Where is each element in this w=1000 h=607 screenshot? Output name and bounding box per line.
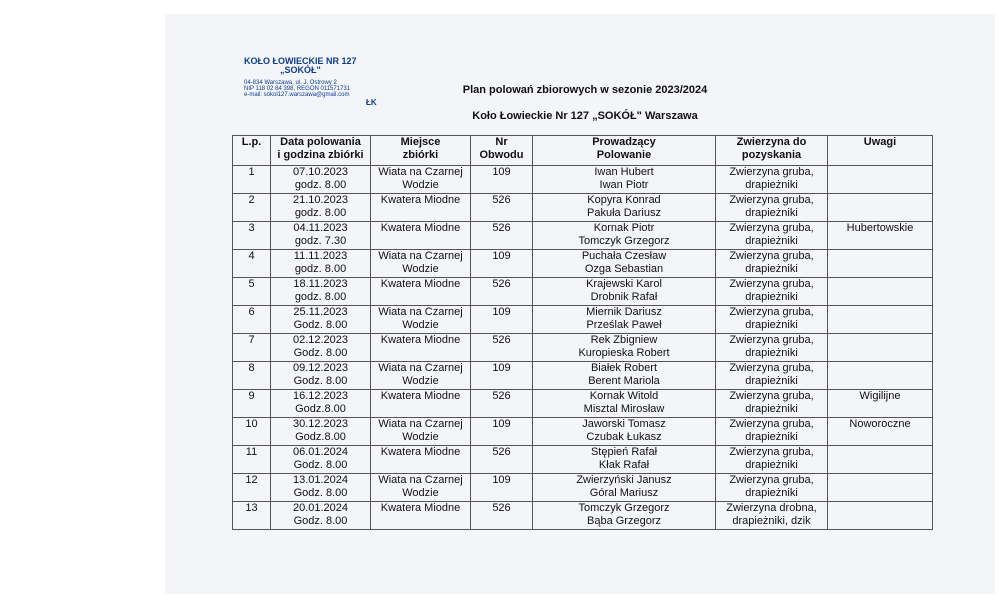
cell-notes [828,390,933,418]
cell-date-time: Godz. 8.00 [293,459,348,472]
cell-notes [828,222,933,250]
table-row [233,502,933,530]
cell-lp [233,418,271,446]
table-row [233,362,933,390]
cell-lp-lp: 12 [245,474,258,486]
cell-game-game1: Zwierzyna drobna, [726,502,817,514]
cell-date [271,418,371,446]
cell-leader-leader1: Tomczyk Grzegorz [578,502,670,514]
cell-place [371,502,471,530]
cell-notes [828,418,933,446]
cell-leader [533,362,716,390]
cell-game-game2: drapieżniki [745,459,798,472]
stamp-initials: ŁK [366,98,377,107]
header-lp-line: L.p. [241,136,262,148]
cell-leader-leader2: Berent Mariola [588,375,660,388]
header-date [271,136,371,166]
cell-date [271,362,371,390]
header-district [471,136,533,166]
cell-game-game1: Zwierzyna gruba, [729,194,814,206]
cell-district [471,390,533,418]
cell-date-time: godz. 8.00 [294,207,347,220]
cell-game [716,474,828,502]
header-place-line: zbiórki [402,149,439,162]
cell-place [371,222,471,250]
cell-place [371,306,471,334]
cell-lp [233,390,271,418]
cell-game-game2: drapieżniki [745,179,798,192]
stamp-address: 04-834 Warszawa, ul. J. Ostrowy 2 [244,79,337,86]
cell-date-date: 04.11.2023 [293,222,348,234]
table-row [233,250,933,278]
cell-date-time: Godz.8.00 [295,403,346,416]
cell-leader [533,278,716,306]
cell-date-time: Godz. 8.00 [293,347,348,360]
cell-lp-lp: 2 [248,194,255,206]
cell-leader-leader1: Stępień Rafał [590,446,658,458]
cell-leader [533,502,716,530]
cell-place-place1: Kwatera Miodne [380,222,461,234]
cell-game-game2: drapieżniki [745,431,798,444]
cell-place-place1: Kwatera Miodne [380,278,461,290]
cell-game [716,390,828,418]
cell-notes [828,502,933,530]
cell-place-place2: Wodzie [402,179,439,192]
cell-game-game2: drapieżniki [745,487,798,500]
cell-lp-lp: 13 [245,502,258,514]
cell-game [716,166,828,194]
cell-date [271,474,371,502]
cell-lp-lp: 1 [248,166,255,178]
cell-place-place2: Wodzie [402,487,439,500]
cell-district-obwod: 526 [492,390,511,402]
cell-game [716,306,828,334]
cell-place [371,334,471,362]
cell-date-time: godz. 8.00 [294,263,347,276]
cell-date-date: 25.11.2023 [293,306,348,318]
cell-game-game2: drapieżniki [745,319,798,332]
stamp-club-subname: „SOKÓŁ" [280,65,321,76]
header-game-line: pozyskania [741,149,802,162]
document-subtitle: Koło Łowieckie Nr 127 „SOKÓŁ" Warszawa [472,110,698,122]
cell-leader [533,166,716,194]
table-body [233,166,933,530]
cell-date-time: Godz. 8.00 [293,487,348,500]
cell-game-game1: Zwierzyna gruba, [729,474,814,486]
cell-place-place1: Kwatera Miodne [380,194,461,206]
cell-notes [828,194,933,222]
cell-leader-leader1: Miernik Dariusz [586,306,662,318]
cell-leader-leader2: Bąba Grzegorz [587,515,661,528]
cell-date-date: 20.01.2024 [292,502,349,514]
cell-leader-leader2: Kuropieska Robert [578,347,670,360]
cell-lp [233,194,271,222]
cell-leader-leader2: Prześlak Paweł [586,319,662,332]
cell-game [716,446,828,474]
cell-place-place1: Kwatera Miodne [380,390,461,402]
header-game [716,136,828,166]
cell-date [271,278,371,306]
stamp-club-name: KOŁO ŁOWIECKIE NR 127 [244,56,357,66]
cell-leader-leader1: Zwierzyński Janusz [576,474,672,486]
cell-lp [233,502,271,530]
cell-game-game1: Zwierzyna gruba, [729,278,814,290]
cell-date-date: 13.01.2024 [292,474,349,486]
cell-place-place1: Wiata na Czarnej [378,306,463,318]
cell-leader-leader1: Jaworski Tomasz [582,418,666,430]
cell-game-game1: Zwierzyna gruba, [729,334,814,346]
cell-date-time: godz. 8.00 [294,179,347,192]
cell-notes-notes: Hubertowskie [846,222,914,234]
cell-date-time: godz. 8.00 [294,291,347,304]
cell-notes [828,362,933,390]
cell-date [271,166,371,194]
cell-leader [533,334,716,362]
cell-place-place2: Wodzie [402,375,439,388]
cell-lp [233,166,271,194]
cell-leader-leader1: Rek Zbigniew [590,334,658,346]
hunt-plan-table [232,135,933,530]
cell-leader-leader2: Tomczyk Grzegorz [578,235,670,248]
cell-leader-leader1: Puchała Czesław [581,250,667,262]
cell-district [471,502,533,530]
header-place [371,136,471,166]
cell-game-game1: Zwierzyna gruba, [729,390,814,402]
cell-date-time: Godz. 8.00 [293,375,348,388]
table-row [233,446,933,474]
header-lp [233,136,271,166]
cell-place-place1: Wiata na Czarnej [378,362,463,374]
stamp-email: e-mail: sokol127.warszawa@gmail.com [244,92,350,99]
cell-district-obwod: 526 [492,446,511,458]
header-notes [828,136,933,166]
header-leader-line: Polowanie [596,149,652,162]
cell-lp [233,278,271,306]
cell-place [371,362,471,390]
cell-game-game1: Zwierzyna gruba, [729,222,814,234]
cell-game-game2: drapieżniki [745,375,798,388]
cell-lp-lp: 7 [248,334,255,346]
table-header-row [233,136,933,166]
cell-district [471,418,533,446]
table-row [233,306,933,334]
cell-game [716,250,828,278]
cell-notes [828,166,933,194]
cell-district-obwod: 109 [492,250,511,262]
cell-game [716,362,828,390]
cell-district [471,250,533,278]
cell-lp-lp: 9 [248,390,255,402]
cell-place-place1: Wiata na Czarnej [378,166,463,178]
cell-district [471,278,533,306]
cell-district-obwod: 526 [492,194,511,206]
cell-lp [233,222,271,250]
cell-lp-lp: 11 [245,446,258,458]
cell-game-game1: Zwierzyna gruba, [729,418,814,430]
cell-leader [533,418,716,446]
cell-leader-leader2: Misztal Mirosław [583,403,665,416]
cell-game-game2: drapieżniki [745,263,798,276]
cell-lp-lp: 5 [248,278,255,290]
cell-place-place1: Kwatera Miodne [380,502,461,514]
cell-district-obwod: 109 [492,418,511,430]
cell-leader-leader1: Kornak Piotr [593,222,655,234]
header-district-line: Nr [495,136,508,148]
cell-lp-lp: 10 [245,418,258,430]
cell-place-place1: Wiata na Czarnej [378,474,463,486]
cell-leader [533,222,716,250]
cell-place [371,278,471,306]
cell-date [271,194,371,222]
cell-date-date: 06.01.2024 [292,446,349,458]
cell-lp-lp: 3 [248,222,255,234]
cell-leader [533,390,716,418]
cell-lp-lp: 6 [248,306,255,318]
table-row [233,474,933,502]
cell-lp [233,362,271,390]
cell-lp [233,334,271,362]
header-district-line: Obwodu [479,149,524,162]
cell-place-place1: Wiata na Czarnej [378,250,463,262]
cell-game-game2: drapieżniki [745,403,798,416]
cell-date-time: Godz. 8.00 [293,515,348,528]
cell-date-date: 07.10.2023 [292,166,349,178]
cell-leader-leader2: Drobnik Rafał [590,291,658,304]
cell-game-game2: drapieżniki [745,235,798,248]
cell-game-game2: drapieżniki [745,347,798,360]
cell-notes [828,306,933,334]
cell-lp [233,250,271,278]
cell-leader [533,446,716,474]
cell-date [271,502,371,530]
cell-leader [533,306,716,334]
cell-district-obwod: 526 [492,502,511,514]
cell-leader [533,474,716,502]
cell-district [471,474,533,502]
table-row [233,166,933,194]
cell-game-game1: Zwierzyna gruba, [729,362,814,374]
cell-district-obwod: 526 [492,334,511,346]
cell-district [471,362,533,390]
cell-place-place1: Kwatera Miodne [380,446,461,458]
cell-date [271,390,371,418]
cell-lp [233,306,271,334]
cell-game [716,194,828,222]
cell-game-game2: drapieżniki [745,207,798,220]
cell-notes [828,474,933,502]
header-date-line: i godzina zbiórki [277,149,364,162]
cell-leader-leader2: Góral Mariusz [589,487,659,500]
cell-district [471,222,533,250]
stamp-nip-regon: NIP 118 02 84 398, REGON 011571731 [244,86,351,93]
cell-notes [828,250,933,278]
cell-place [371,418,471,446]
cell-leader-leader1: Iwan Hubert [594,166,654,178]
cell-district-obwod: 526 [492,278,511,290]
cell-game [716,502,828,530]
cell-leader [533,194,716,222]
header-place-line: Miejsce [400,136,441,148]
header-date-line: Data polowania [280,136,361,148]
cell-district-obwod: 526 [492,222,511,234]
document-title: Plan polowań zbiorowych w sezonie 2023/2024 [462,84,708,96]
cell-notes [828,334,933,362]
cell-lp [233,474,271,502]
cell-leader-leader1: Krajewski Karol [586,278,662,290]
cell-district-obwod: 109 [492,306,511,318]
cell-leader-leader1: Białek Robert [590,362,658,374]
header-notes-line: Uwagi [863,136,897,148]
cell-date-date: 02.12.2023 [292,334,349,346]
cell-date-date: 11.11.2023 [293,250,348,262]
header-leader-line: Prowadzący [592,136,656,148]
cell-place [371,474,471,502]
cell-game-game1: Zwierzyna gruba, [729,166,814,178]
cell-district [471,166,533,194]
cell-place-place2: Wodzie [402,319,439,332]
cell-leader-leader1: Kopyra Konrad [587,194,661,206]
cell-game-game1: Zwierzyna gruba, [729,250,814,262]
cell-district [471,194,533,222]
cell-game [716,278,828,306]
table-row [233,418,933,446]
table-row [233,222,933,250]
cell-date-date: 21.10.2023 [292,194,349,206]
cell-district [471,306,533,334]
cell-notes [828,278,933,306]
cell-date [271,306,371,334]
cell-leader-leader2: Ozga Sebastian [584,263,664,276]
cell-district-obwod: 109 [492,362,511,374]
cell-place-place2: Wodzie [402,263,439,276]
cell-date-date: 09.12.2023 [292,362,349,374]
cell-date-time: godz. 7.30 [294,235,347,248]
cell-district-obwod: 109 [492,166,511,178]
cell-place [371,390,471,418]
cell-district-obwod: 109 [492,474,511,486]
cell-game-game1: Zwierzyna gruba, [729,446,814,458]
table-row [233,390,933,418]
cell-date-time: Godz.8.00 [295,431,346,444]
cell-place [371,166,471,194]
cell-game-game2: drapieżniki [745,291,798,304]
cell-place [371,194,471,222]
cell-lp-lp: 8 [248,362,255,374]
table-row [233,194,933,222]
cell-game [716,334,828,362]
cell-date-time: Godz. 8.00 [293,319,348,332]
cell-place-place1: Kwatera Miodne [380,334,461,346]
cell-leader-leader2: Kłak Rafał [598,459,650,472]
table-row [233,334,933,362]
cell-date [271,222,371,250]
cell-date [271,446,371,474]
cell-game-game2: drapieżniki, dzik [732,515,811,528]
cell-leader-leader1: Kornak Witold [589,390,659,402]
cell-notes-notes: Wigilijne [859,390,901,402]
cell-game-game1: Zwierzyna gruba, [729,306,814,318]
cell-leader-leader2: Iwan Piotr [599,179,649,192]
cell-district [471,446,533,474]
cell-game [716,222,828,250]
cell-notes [828,446,933,474]
cell-leader-leader2: Pakuła Dariusz [587,207,661,220]
cell-date-date: 30.12.2023 [292,418,349,430]
table-row [233,278,933,306]
cell-date-date: 18.11.2023 [293,278,348,290]
cell-notes-notes: Noworoczne [849,418,911,430]
cell-place [371,446,471,474]
cell-place-place2: Wodzie [402,431,439,444]
cell-date [271,334,371,362]
cell-place-place1: Wiata na Czarnej [378,418,463,430]
cell-date [271,250,371,278]
cell-lp-lp: 4 [248,250,255,262]
cell-game [716,418,828,446]
header-leader [533,136,716,166]
cell-district [471,334,533,362]
cell-date-date: 16.12.2023 [292,390,349,402]
cell-leader [533,250,716,278]
header-game-line: Zwierzyna do [736,136,807,148]
cell-place [371,250,471,278]
cell-leader-leader2: Czubak Łukasz [586,431,662,444]
club-stamp [244,57,394,99]
cell-lp [233,446,271,474]
